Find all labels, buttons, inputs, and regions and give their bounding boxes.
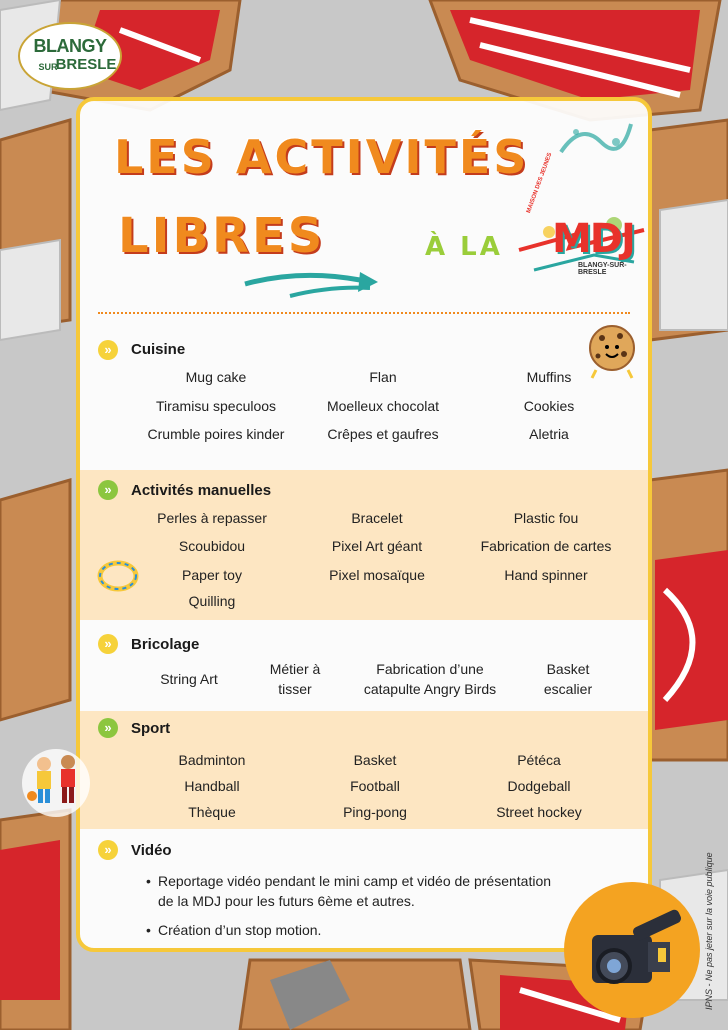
sport-item: Handball	[184, 778, 240, 794]
bricolage-item: String Art	[160, 671, 218, 687]
cuisine-item: Tiramisu speculoos	[155, 398, 277, 414]
manuelles-item: Fabrication de cartes	[480, 538, 612, 554]
video-bullet: • Création d’un stop motion.	[158, 920, 598, 940]
chevron-icon: »	[98, 634, 118, 654]
cuisine-item: Crumble poires kinder	[147, 426, 285, 442]
manuelles-item: Pixel mosaïque	[329, 567, 425, 583]
chevron-icon: »	[98, 840, 118, 860]
manuelles-item: Scoubidou	[178, 538, 246, 554]
cuisine-item: Cookies	[523, 398, 575, 414]
sport-item: Thèque	[188, 804, 236, 820]
sport-item: Football	[350, 778, 400, 794]
section-title-video: Vidéo	[131, 842, 172, 859]
mdj-logo	[514, 152, 654, 290]
blangy-logo	[18, 22, 122, 90]
manuelles-item: Paper toy	[182, 567, 242, 583]
sport-item: Pétéca	[517, 752, 561, 768]
manuelles-item: Hand spinner	[504, 567, 588, 583]
bricolage-item: catapulte Angry Birds	[363, 681, 497, 697]
mdj-top-text: MAISON DES JEUNES	[526, 152, 554, 215]
video-bullet-continuation: de la MDJ pour les futurs 6ème et autres.	[158, 893, 415, 909]
bricolage-item: Métier à	[269, 661, 321, 677]
manuelles-item: Plastic fou	[513, 510, 579, 526]
title-line1: LES ACTIVITÉS	[114, 130, 530, 184]
cuisine-item: Muffins	[526, 369, 572, 385]
cuisine-item: Crêpes et gaufres	[327, 426, 439, 442]
title-connector: À LA	[425, 232, 503, 262]
sport-item: Dodgeball	[507, 778, 571, 794]
chevron-icon: »	[98, 718, 118, 738]
teal-splash-icon	[556, 112, 636, 162]
bricolage-item: Fabrication d’une	[376, 661, 484, 677]
sport-item: Street hockey	[496, 804, 582, 820]
section-title-manuelles: Activités manuelles	[131, 482, 272, 499]
bricolage-item: Basket	[546, 661, 590, 677]
logo-line2: SUR	[38, 62, 58, 72]
mdj-text: MDJ	[552, 216, 634, 262]
divider	[98, 312, 630, 314]
teal-arrow-icon	[240, 264, 380, 304]
video-camera-icon	[562, 880, 702, 1020]
cuisine-item: Aletria	[529, 426, 569, 442]
bricolage-item: tisser	[278, 681, 312, 697]
logo-line1: BLANGY	[33, 36, 107, 56]
sport-item: Ping-pong	[343, 804, 407, 820]
manuelles-item: Quilling	[188, 593, 236, 609]
section-title-bricolage: Bricolage	[131, 636, 200, 653]
chevron-icon: »	[98, 480, 118, 500]
ipns-notice: IPNS - Ne pas jeter sur la voie publique	[704, 852, 714, 1010]
cuisine-item: Mug cake	[185, 369, 247, 385]
bricolage-item: escalier	[543, 681, 593, 697]
sport-item: Badminton	[178, 752, 246, 768]
cuisine-item: Flan	[369, 369, 397, 385]
basketball-players-icon	[22, 744, 90, 822]
logo-line3: BRESLE	[55, 56, 117, 73]
title-line2: LIBRES	[118, 208, 326, 264]
section-title-sport: Sport	[131, 720, 171, 737]
mdj-sub-text: BLANGY-SUR-BRESLE	[578, 262, 627, 276]
section-title-cuisine: Cuisine	[131, 341, 186, 358]
manuelles-item: Bracelet	[351, 510, 403, 526]
chevron-icon: »	[98, 340, 118, 360]
sport-item: Basket	[353, 752, 397, 768]
manuelles-item: Perles à repasser	[157, 510, 267, 526]
video-bullet: • Reportage vidéo pendant le mini camp et vidéo de présentation	[158, 871, 598, 891]
cuisine-item: Moelleux chocolat	[326, 398, 440, 414]
manuelles-item: Pixel Art géant	[331, 538, 423, 554]
